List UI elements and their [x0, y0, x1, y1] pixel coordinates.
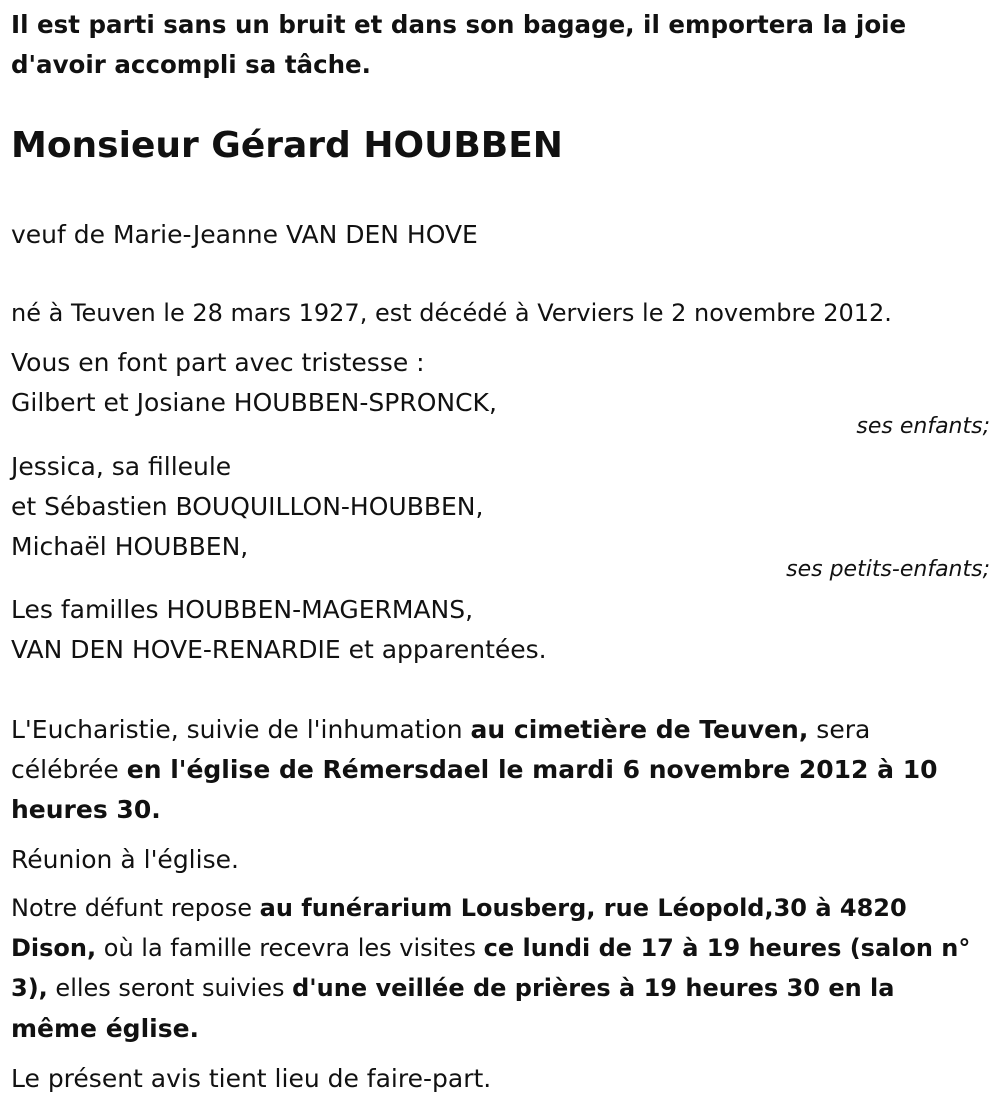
widow-line: veuf de Marie-Jeanne VAN DEN HOVE [11, 220, 478, 249]
rest-line-1 [11, 896, 907, 920]
rest-line-2 [11, 936, 970, 960]
rest-line-4: même église. [11, 1014, 200, 1043]
service-line-3: heures 30. [11, 795, 161, 824]
service-text-2: sera [808, 715, 871, 744]
deceased-name: Monsieur Gérard HOUBBEN [11, 125, 563, 166]
grandchildren-role: ses petits-enfants; [786, 557, 990, 582]
rest-vigil: d'une veillée de prières à 19 heures 30 en la [292, 974, 895, 1002]
birth-death-line: né à Teuven le 28 mars 1927, est décédé à Verviers le 2 novembre 2012. [11, 299, 892, 327]
rest-text-1: Notre défunt repose [11, 894, 260, 922]
rest-text-2: où la famille recevra les visites [96, 934, 484, 962]
service-text-3: célébrée [11, 755, 127, 784]
rest-salon: 3), [11, 974, 48, 1002]
meeting-line: Réunion à l'église. [11, 845, 239, 874]
service-line-1 [11, 717, 870, 742]
children-line: Gilbert et Josiane HOUBBEN-SPRONCK, [11, 388, 497, 417]
rest-visit-hours: ce lundi de 17 à 19 heures (salon n° [483, 934, 971, 962]
service-church-date: en l'église de Rémersdael le mardi 6 novembre 2012 à 10 [126, 755, 938, 784]
rest-city: Dison, [11, 934, 97, 962]
service-cemetery: au cimetière de Teuven, [470, 715, 809, 744]
grandchild-line-3: Michaël HOUBBEN, [11, 532, 249, 561]
announcement-line: Vous en font part avec tristesse : [11, 348, 425, 377]
rest-text-3: elles seront suivies [47, 974, 293, 1002]
grandchild-line-1: Jessica, sa filleule [11, 452, 232, 481]
intro-line-2: d'avoir accompli sa tâche. [11, 50, 371, 79]
service-text-1: L'Eucharistie, suivie de l'inhumation [11, 715, 471, 744]
families-line-1: Les familles HOUBBEN-MAGERMANS, [11, 595, 474, 624]
service-line-2 [11, 757, 938, 782]
closing-line: Le présent avis tient lieu de faire-part. [11, 1064, 492, 1093]
rest-funeral-home: au funérarium Lousberg, rue Léopold,30 à 4820 [259, 894, 907, 922]
intro-line-1: Il est parti sans un bruit et dans son bagage, il emportera la joie [11, 10, 907, 39]
rest-line-3 [11, 976, 894, 1000]
children-role: ses enfants; [856, 414, 990, 439]
families-line-2: VAN DEN HOVE-RENARDIE et apparentées. [11, 635, 547, 664]
grandchild-line-2: et Sébastien BOUQUILLON-HOUBBEN, [11, 492, 484, 521]
